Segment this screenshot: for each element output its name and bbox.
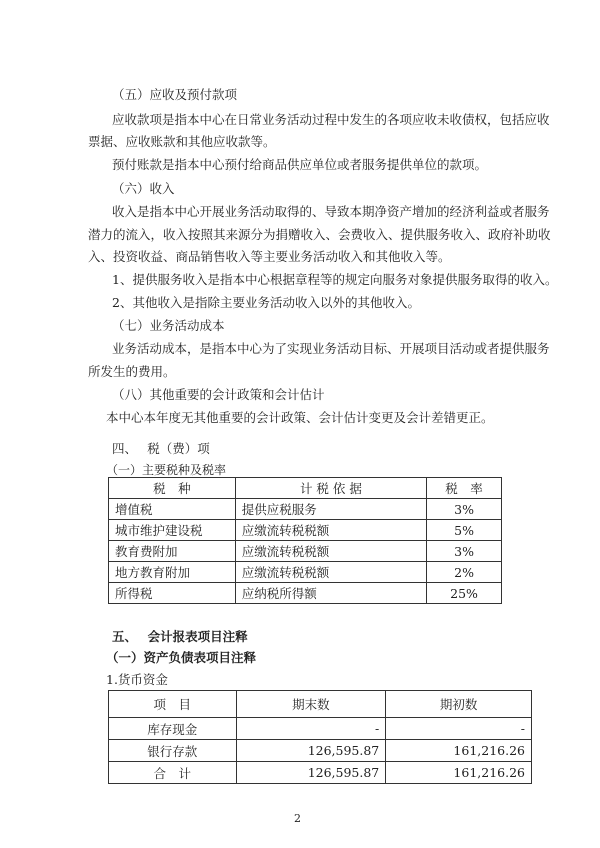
table-row <box>109 718 532 740</box>
cash-item-cell: 银行存款 <box>109 740 237 762</box>
tax-table-header-row <box>109 478 502 499</box>
tax-type-cell: 城市维护建设税 <box>109 520 236 541</box>
section-5-heading: （五）应收及预付款项 <box>112 87 238 102</box>
part-4-heading: 四、 税（费）项 <box>112 441 210 456</box>
table-row <box>109 562 502 583</box>
tax-type-cell: 地方教育附加 <box>109 562 236 583</box>
tax-header-basis: 计 税 依 据 <box>235 478 426 499</box>
part-5-heading: 五、 会计报表项目注释 <box>112 629 248 644</box>
cash-ending-cell: - <box>236 718 386 740</box>
balance-sheet-subheading: （一）资产负债表项目注释 <box>106 650 257 665</box>
cash-total-label: 合 计 <box>109 762 237 784</box>
table-row <box>109 520 502 541</box>
cash-beginning-cell: - <box>386 718 532 740</box>
section-8-paragraph: 本中心本年度无其他重要的会计政策、会计估计变更及会计差错更正。 <box>106 410 494 425</box>
tax-basis-cell: 应缴流转税税额 <box>235 541 426 562</box>
section-6-paragraph-1-line-1: 收入是指本中心开展业务活动取得的、导致本期净资产增加的经济利益或者服务 <box>112 204 550 219</box>
cash-beginning-cell: 161,216.26 <box>386 740 532 762</box>
tax-subheading: （一）主要税种及税率 <box>106 463 227 477</box>
tax-basis-cell: 提供应税服务 <box>235 499 426 520</box>
tax-rate-cell: 5% <box>427 520 502 541</box>
page-number: 2 <box>294 812 301 825</box>
section-6-paragraph-1-line-2: 潜力的流入，收入按照其来源分为捐赠收入、会费收入、提供服务收入、政府补助收 <box>88 227 551 242</box>
cash-header-item: 项 目 <box>109 691 237 718</box>
section-6-paragraph-2: 1、提供服务收入是指本中心根据章程等的规定向服务对象提供服务取得的收入。 <box>112 272 558 287</box>
section-5-paragraph-1-line-2: 票据、应收账款和其他应收款等。 <box>88 134 276 149</box>
tax-type-cell: 教育费附加 <box>109 541 236 562</box>
tax-type-cell: 所得税 <box>109 583 236 604</box>
cash-item-cell: 库存现金 <box>109 718 237 740</box>
cash-header-ending: 期末数 <box>236 691 386 718</box>
tax-basis-cell: 应纳税所得额 <box>235 583 426 604</box>
cash-ending-cell: 126,595.87 <box>236 740 386 762</box>
table-row <box>109 499 502 520</box>
tax-rate-cell: 3% <box>427 499 502 520</box>
tax-header-rate: 税 率 <box>427 478 502 499</box>
section-6-heading: （六）收入 <box>112 181 175 196</box>
table-row <box>109 541 502 562</box>
section-6-paragraph-3: 2、其他收入是指除主要业务活动收入以外的其他收入。 <box>112 295 420 310</box>
section-7-paragraph-1-line-1: 业务活动成本，是指本中心为了实现业务活动目标、开展项目活动或者提供服务 <box>112 341 550 356</box>
section-6-paragraph-1-line-3: 入、投资收益、商品销售收入等主要业务活动收入和其他收入等。 <box>88 249 451 264</box>
cash-heading: 1.货币资金 <box>106 672 168 687</box>
cash-header-beginning: 期初数 <box>386 691 532 718</box>
cash-table <box>108 690 532 784</box>
section-5-paragraph-1-line-1: 应收款项是指本中心在日常业务活动过程中发生的各项应收未收债权，包括应收 <box>112 112 550 127</box>
tax-table <box>108 477 502 604</box>
tax-rate-cell: 2% <box>427 562 502 583</box>
section-8-heading: （八）其他重要的会计政策和会计估计 <box>112 387 325 402</box>
cash-total-row <box>109 762 532 784</box>
section-7-heading: （七）业务活动成本 <box>112 318 225 333</box>
table-row <box>109 583 502 604</box>
tax-rate-cell: 3% <box>427 541 502 562</box>
cash-total-ending: 126,595.87 <box>236 762 386 784</box>
section-5-paragraph-2: 预付账款是指本中心预付给商品供应单位或者服务提供单位的款项。 <box>112 157 488 172</box>
tax-basis-cell: 应缴流转税税额 <box>235 520 426 541</box>
tax-type-cell: 增值税 <box>109 499 236 520</box>
section-7-paragraph-1-line-2: 所发生的费用。 <box>88 364 176 379</box>
tax-rate-cell: 25% <box>427 583 502 604</box>
tax-header-type: 税 种 <box>109 478 236 499</box>
tax-basis-cell: 应缴流转税税额 <box>235 562 426 583</box>
cash-total-beginning: 161,216.26 <box>386 762 532 784</box>
table-row <box>109 740 532 762</box>
cash-table-header-row <box>109 691 532 718</box>
